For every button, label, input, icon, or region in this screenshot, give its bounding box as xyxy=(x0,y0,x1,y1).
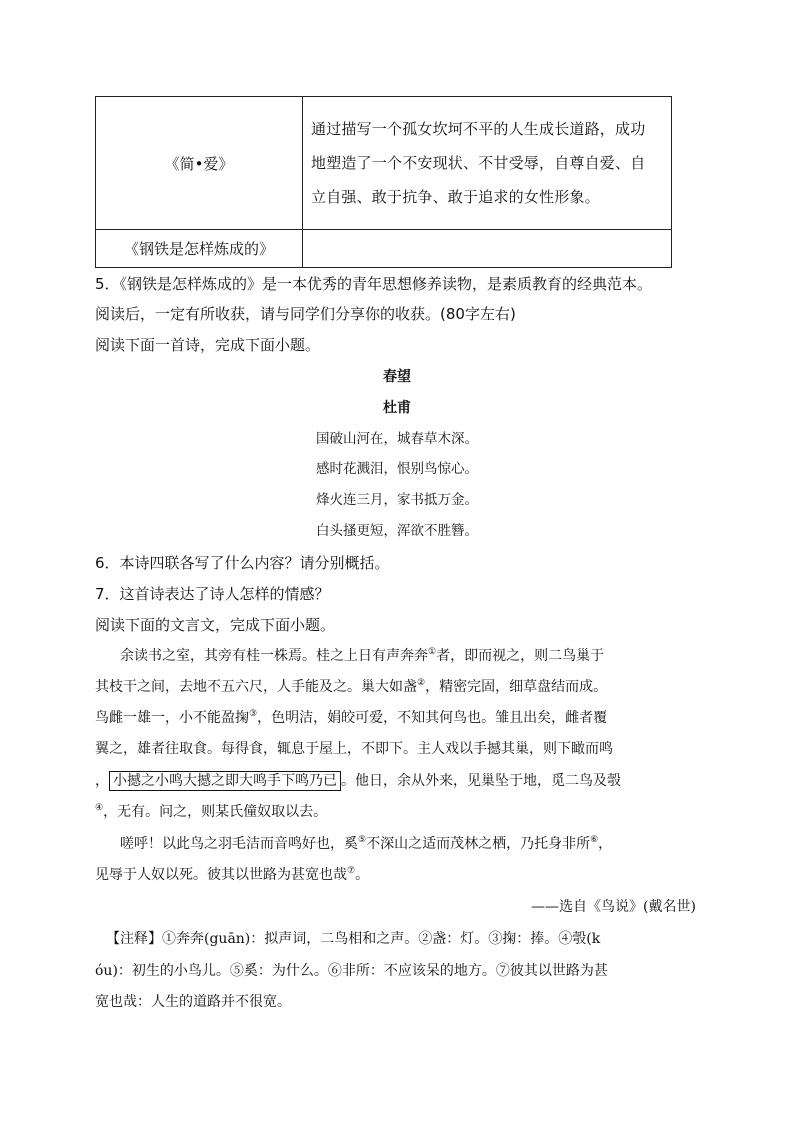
passage-line: 嗟呼！以此鸟之羽毛洁而音鸣好也，奚⑤不深山之适而茂林之栖，乃托身非所⑥， xyxy=(120,835,613,852)
desc-line: 立自强、敢于抗争、敢于追求的女性形象。 xyxy=(311,188,600,206)
passage-line: 余读书之室，其旁有桂一株焉。桂之上日有声奔奔①者，即而视之，则二鸟巢于 xyxy=(120,647,605,664)
poem-title: 春望 xyxy=(383,369,411,385)
footnote-marker: ① xyxy=(428,647,437,657)
book-title-cell xyxy=(96,97,303,230)
notes-line: 【注释】①奔奔(guān)：拟声词，二鸟相和之声。②盏：灯。③掬：捧。④彀(k xyxy=(106,931,601,947)
poem-instruction: 阅读下面一首诗，完成下面小题。 xyxy=(95,336,321,354)
footnote-marker: ④ xyxy=(95,803,104,813)
passage-line: 见辱于人奴以死。彼其以世路为甚宽也哉⑦。 xyxy=(95,866,370,883)
question-7: 7．这首诗表达了诗人怎样的情感？ xyxy=(95,585,330,603)
footnote-marker: ⑥ xyxy=(590,835,599,845)
book-title-jane-eyre: 《简•爱》 xyxy=(164,154,234,173)
question-6: 6．本诗四联各写了什么内容？请分别概括。 xyxy=(95,554,390,572)
boxed-sentence: 小撼之小鸣大撼之即大鸣手下鸣乃已 xyxy=(109,771,341,791)
poem-line: 感时花溅泪，恨别鸟惊心。 xyxy=(316,461,478,477)
table-row xyxy=(96,230,672,268)
poem-line: 国破山河在，城春草木深。 xyxy=(316,431,478,447)
poem-line: 烽火连三月，家书抵万金。 xyxy=(316,492,478,508)
passage-line: 鸟雌一雄一，小不能盈掬③，色明洁，娟皎可爱，不知其何鸟也。雏且出矣，雌者覆 xyxy=(95,709,608,726)
passage-instruction: 阅读下面的文言文，完成下面小题。 xyxy=(95,616,336,634)
passage-source: ——选自《鸟说》(戴名世) xyxy=(531,899,696,915)
poem-line: 白头搔更短，浑欲不胜簪。 xyxy=(316,523,478,539)
passage-line: 其枝干之间，去地不五六尺，人手能及之。巢大如盏②，精密完固，细草盘结而成。 xyxy=(95,678,608,695)
passage-line: ， 小撼之小鸣大撼之即大鸣手下鸣乃已 。他日，余从外来，见巢坠于地，觅二鸟及彀 xyxy=(95,773,621,789)
footnote-marker: ⑤ xyxy=(358,835,367,845)
passage-line: 翼之，雄者往取食。每得食，辄息于屋上，不即下。主人戏以手撼其巢，则下瞰而鸣 xyxy=(95,741,613,757)
desc-line: 地塑造了一个不安现状、不甘受辱，自尊自爱、自 xyxy=(311,154,646,172)
book-title-steel: 《钢铁是怎样炼成的》 xyxy=(123,240,274,258)
footnote-marker: ⑦ xyxy=(347,866,356,876)
book-description xyxy=(303,112,671,214)
footnote-marker: ③ xyxy=(249,709,258,719)
poem-author: 杜甫 xyxy=(383,400,411,416)
footnote-marker: ② xyxy=(417,678,426,688)
question-5-line2: 阅读后，一定有所收获，请与同学们分享你的收获。(80字左右) xyxy=(95,305,516,323)
book-table xyxy=(95,96,672,268)
notes-line: 宽也哉：人生的道路并不很宽。 xyxy=(95,994,291,1010)
book-title-cell xyxy=(96,230,303,268)
book-desc-cell-empty[interactable] xyxy=(303,230,672,268)
passage-line: ④，无有。问之，则某氏僮奴取以去。 xyxy=(95,803,328,820)
desc-line: 通过描写一个孤女坎坷不平的人生成长道路，成功 xyxy=(311,120,646,138)
table-row xyxy=(96,97,672,230)
notes-line: óu)：初生的小鸟儿。⑤奚：为什么。⑥非所：不应该呆的地方。⑦彼其以世路为甚 xyxy=(95,963,608,979)
question-5-line1: 5．《钢铁是怎样炼成的》是一本优秀的青年思想修养读物，是素质教育的经典范本。 xyxy=(95,275,653,293)
book-desc-cell xyxy=(303,97,672,230)
